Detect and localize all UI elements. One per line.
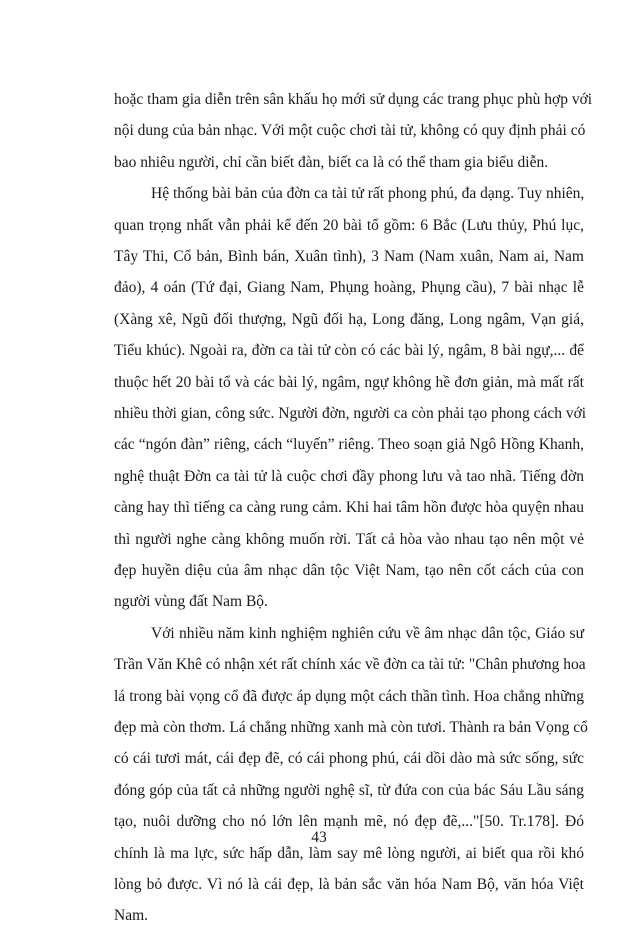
text-line: thì người nghe càng không muốn rời. Tất cả hòa vào nhau tạo nên một vẻ — [114, 530, 584, 548]
text-line: thuộc hết 20 bài tổ và các bài lý, ngâm, ngự không hề đơn giản, mà mất rất — [114, 373, 584, 391]
text-line: Tiểu khúc). Ngoài ra, đờn ca tài tử còn có các bài lý, ngâm, 8 bài ngự,... để — [114, 342, 584, 360]
text-line: nội dung của bản nhạc. Với một cuộc chơi tài tử, không có quy định phải có — [114, 122, 586, 140]
text-line: nhiều thời gian, công sức. Người đờn, người ca còn phải tạo phong cách với — [114, 405, 587, 422]
text-line: Tây Thi, Cổ bản, Bình bán, Xuân tình), 3 Nam (Nam xuân, Nam ai, Nam — [114, 248, 584, 265]
text-line: có cái tươi mát, cái đẹp đẽ, có cái phong phú, cái dồi dào mà sức sống, sức — [114, 750, 584, 768]
text-line: đẹp huyền diệu của âm nhạc dân tộc Việt Nam, tạo nên cốt cách của con — [114, 562, 584, 579]
text-line: hoặc tham gia diễn trên sân khấu họ mới sử dụng các trang phục phù hợp với — [114, 91, 593, 108]
text-line: Với nhiều năm kinh nghiệm nghiên cứu về âm nhạc dân tộc, Giáo sư — [151, 624, 584, 642]
text-line: tạo, nuôi dưỡng cho nó lớn lên mạnh mẽ, nó đẹp đẽ,..."[50. Tr.178]. Đó — [114, 813, 584, 831]
text-line: người vùng đất Nam Bộ. — [114, 593, 268, 611]
text-line: quan trọng nhất vẫn phải kể đến 20 bài tổ gồm: 6 Bắc (Lưu thủy, Phú lục, — [114, 216, 584, 234]
text-line: bao nhiêu người, chỉ cần biết đàn, biết ca là có thể tham gia biểu diễn. — [114, 153, 549, 171]
text-line: đảo), 4 oán (Tứ đại, Giang Nam, Phụng hoàng, Phụng cầu), 7 bài nhạc lễ — [114, 279, 584, 297]
text-line: Nam. — [114, 907, 149, 925]
page-number: 43 — [311, 829, 327, 846]
text-line: nghệ thuật Đờn ca tài tử là cuộc chơi đầy phong lưu và tao nhã. Tiếng đờn — [114, 467, 584, 485]
text-line: Trần Văn Khê có nhận xét rất chính xác về đờn ca tài tử: "Chân phương hoa — [114, 656, 586, 674]
text-line: các “ngón đàn” riêng, cách “luyến” riêng. Theo soạn giả Ngô Hồng Khanh, — [114, 436, 584, 454]
text-line: đẹp mà còn thơm. Lá chẳng những xanh mà còn tươi. Thành ra bản Vọng cổ — [114, 719, 588, 736]
text-line: lá trong bài vọng cổ đã được áp dụng một cách thần tình. Hoa chẳng những — [114, 687, 584, 705]
text-line: chính là ma lực, sức hấp dẫn, làm say mê lòng người, ai biết qua rồi khó — [114, 844, 584, 862]
text-line: lòng bỏ được. Vì nó là cái đẹp, là bản sắc văn hóa Nam Bộ, văn hóa Việt — [114, 876, 584, 893]
text-line: càng hay thì tiếng ca càng rung cảm. Khi hai tâm hồn được hòa quyện nhau — [114, 499, 584, 517]
text-line: đóng góp của tất cả những người nghệ sĩ, từ đứa con của bác Sáu Lầu sáng — [114, 781, 584, 799]
text-line: Hệ thống bài bản của đờn ca tài tử rất phong phú, đa dạng. Tuy nhiên, — [151, 185, 585, 203]
text-line: (Xàng xê, Ngũ đối thượng, Ngũ đối hạ, Long đăng, Long ngâm, Vạn giá, — [114, 310, 584, 328]
